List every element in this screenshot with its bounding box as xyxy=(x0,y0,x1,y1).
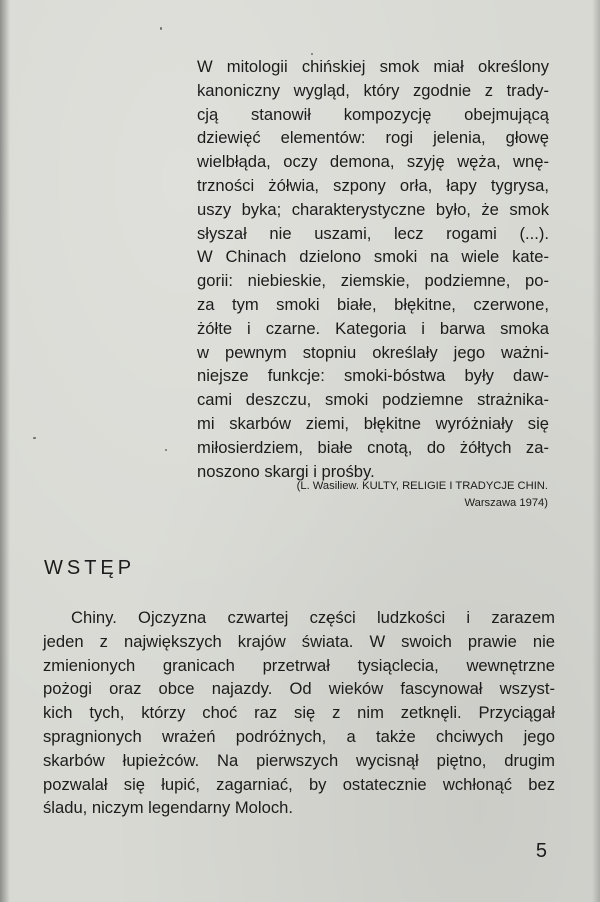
epigraph-line: słyszał nie uszami, lecz rogami (...). xyxy=(197,223,549,243)
paragraph-line: śladu, niczym legendarny Moloch. xyxy=(43,798,293,818)
epigraph-line: cami deszczu, smoki podziemne strażnika- xyxy=(197,390,549,410)
epigraph-block xyxy=(197,55,549,483)
paragraph-line: spragnionych wrażeń podróżnych, a także chciwych jego xyxy=(43,726,555,746)
page-number: 5 xyxy=(535,840,547,862)
epigraph-line: kanoniczny wygląd, który zgodnie z trady- xyxy=(197,80,549,100)
paragraph-line: pożogi oraz obce najazdy. Od wieków fascynował wszyst- xyxy=(43,679,555,699)
paragraph-line: skarbów łupieżców. Na pierwszych wycisnął piętno, drugim xyxy=(43,750,555,770)
paragraph-line: pozwalał się łupić, zagarniać, by ostatecznie wchłonąć bez xyxy=(43,774,555,794)
epigraph-line: mi skarbów ziemi, błękitne wyróżniały się xyxy=(197,413,549,433)
section-body xyxy=(43,606,555,820)
epigraph-citation xyxy=(297,478,548,512)
epigraph-line: za tym smoki białe, błękitne, czerwone, xyxy=(197,294,549,314)
epigraph-line: wielbłąda, oczy demona, szyję węża, wnę- xyxy=(197,152,549,172)
epigraph-line: W Chinach dzielono smoki na wiele kate- xyxy=(197,247,549,267)
citation-source: (L. Wasiliew. KULTY, RELIGIE I TRADYCJE CHIN. xyxy=(296,480,548,492)
paper-speck xyxy=(160,27,162,30)
epigraph-line: noszono skargi i prośby. xyxy=(197,461,375,481)
paragraph-line: Chiny. Ojczyzna czwartej części ludzkości i zarazem xyxy=(71,608,555,627)
section-heading: WSTĘP xyxy=(44,557,136,579)
epigraph-line: w pewnym stopniu określały jego ważni- xyxy=(197,342,549,362)
epigraph-line: dziewięć elementów: rogi jelenia, głowę xyxy=(197,128,549,148)
epigraph-line: uszy byka; charakterystyczne było, że smok xyxy=(197,199,549,219)
epigraph-line: trzności żółwia, szpony orła, łapy tygrysa, xyxy=(197,175,549,195)
epigraph-line: cją stanowił kompozycję obejmującą xyxy=(197,104,549,124)
paragraph-line: kich tych, którzy choć raz się z nim zetknęli. Przyciągał xyxy=(43,703,555,723)
epigraph-line: W mitologii chińskiej smok miał określony xyxy=(197,57,549,76)
epigraph-line: niejsze funkcje: smoki-bóstwa były daw- xyxy=(197,366,549,386)
paragraph-line: jeden z największych krajów świata. W swoich prawie nie xyxy=(43,631,555,651)
page-gutter-shadow xyxy=(0,0,10,902)
epigraph-line: gorii: niebieskie, ziemskie, podziemne, po- xyxy=(197,271,549,291)
page-edge-shadow xyxy=(592,0,600,902)
citation-place-year: Warszawa 1974) xyxy=(464,497,548,509)
paper-speck xyxy=(33,437,36,439)
epigraph-line: miłosierdziem, białe cnotą, do żółtych za- xyxy=(197,437,549,457)
epigraph-line: żółte i czarne. Kategoria i barwa smoka xyxy=(197,318,549,338)
paragraph-line: zmienionych granicach przetrwał tysiąclecia, wewnętrzne xyxy=(43,655,555,675)
paper-speck xyxy=(165,449,167,451)
